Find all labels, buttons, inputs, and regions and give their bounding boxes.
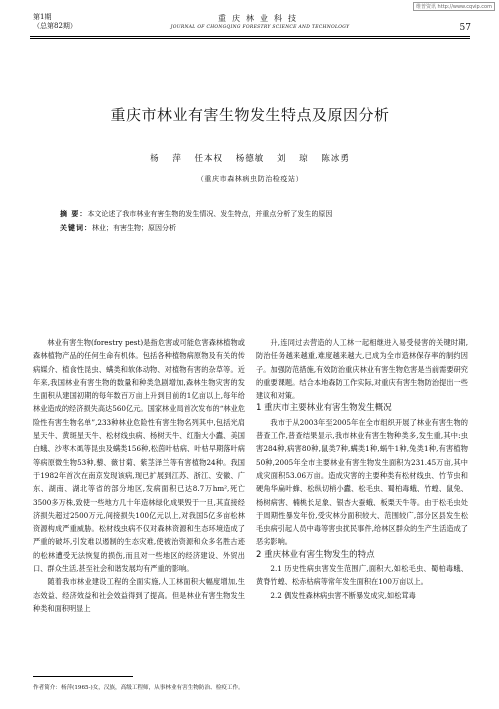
abstract-label: 摘 要： [60,209,88,218]
body-paragraph: 升,连同过去营造的人工林一起相继进入易受侵害的关键时期,防治任务越来越重,难度越来越大,已成为全市造林保存率的制约因子。加强防范措施,有效防治重庆林业有害生物危害是当前需要研究的重要课题。结合本地森防工作实际,对重庆有害生物防治提出一些建议和对策。 [256,338,468,401]
journal-name-cn: 重庆林业科技 [218,14,302,23]
abstract-block [60,207,460,235]
journal-header [170,14,350,31]
footnote-rule [33,676,133,677]
body-paragraph: 林业有害生物(forestry pest)是指危害或可能危害森林植物或森林植物产品的任何生命有机体。包括各种植物病原物及有关的传病媒介、植食性昆虫、螨类和软体动物、对植物有害的杂草等。近年来,我国林业有害生物的数量和种类急剧增加,森林生物灾害的发生面积从建国初期的每年数百万亩上升到目前的1亿亩以上,每年给林业造成的经济损失高达560亿元。国家林业局首次发布的“林业危险性有害生物名单”,233种林业危险性有害生物名列其中,包括光肩星天牛、黄斑星天牛、松材线虫病、杨树天牛、红脂大小蠹、美国白蛾、沙枣木虱等昆虫及螨类156种,松茵叶枯病、叶枯早期落叶病等病原微生物53种,藜、薇甘菊、紫茎泽兰等有害植物24种。我国于1982年首次在南京发现该病,现已扩展到江苏、浙江、安徽、广东、湖南、湖北等省的部分地区,发病面积已达8.7万hm²,死亡3500多万株,致使一些地方几十年造林绿化成果毁于一旦,其直接经济损失超过2500万元,间接损失100亿元以上,对我国5亿多亩松林资源构成严重威胁。松材线虫病不仅对森林资源和生态环境造成了严重的破坏,引发难以遏制的生态灾难,使被治资源和众多名胜古迹的松林遭受无法恢复的损伤,而且对一些地区的经济建设、外贸出口、群众生活,甚至社会和谐发展均有严重的影响。 [33,338,245,574]
page-number: 57 [459,23,471,33]
header-rule-thin [30,38,470,39]
body-paragraph: 随着我市林业建设工程的全面实施,人工林面积大幅度增加,生态效益、经济效益和社会效益得到了提高。但是林业有害生物发生种类和面积明显上 [33,577,245,613]
watermark-stamp: 维普资讯 http://www.cqvip.com [413,2,495,11]
body-paragraph: 我市于从2003年至2005年在全市组织开展了林业有害生物的普查工作,普查结果显示,我市林业有害生物种类多,发生重,其中:虫害284种,病害80种,鼠类7种,螨类1种,蜗牛1种,兔类1种,有害植物50种,2005年全市主要林业有害生物发生面积为231.45万亩,其中成灾面积53.06万亩。造成灾害的主要种类有松材线虫、竹节虫和硬角华扁叶蜂、松纵切梢小蠹、松毛虫、蜀柏毒蛾、竹蝗、鼠兔、杨树病害、楠桃长足象、银杏大蚕蛾、板栗天牛等。由于松毛虫处于周期性暴发年份,受灾林分面积较大、范围较广,部分区县发生松毛虫病引起人员中毒等害虫扰民事件,给林区群众的生产生活造成了恶劣影响。 [256,417,468,547]
section-heading-2: 2 重庆林业有害生物发生的特点 [256,549,375,560]
author-affiliation: （重庆市森林病虫防治检疫站） [196,175,304,183]
issue-number: 第1期 [33,13,52,21]
author-list: 杨 萍 任本权 杨德敏 刘 琼 陈冰勇 [150,154,350,164]
abstract-text: 本文论述了我市林业有害生物的发生情况、发生特点，并重点分析了发生的原因 [87,210,333,218]
header-rule-thick [30,36,470,37]
abstract-line [60,207,460,221]
author-footnote: 作者简介：杨萍(1965-)女，汉族，高级工程师，从事林业有害生物防治、检疫工作。 [33,685,244,691]
journal-name-en: JOURNAL OF CHONGQING FORESTRY SCIENCE AND TECHNOLOGY [170,25,350,30]
total-issue-number: （总第82期） [33,22,77,30]
section-heading-1: 1 重庆市主要林业有害生物发生概况 [256,403,392,414]
body-paragraph: 2.2 偶发性森林病虫害不断暴发成灾,如松茸毒 [270,590,416,600]
body-column-left [33,336,245,615]
issue-info [33,13,77,31]
keywords-text: 林业；有害生物；原因分析 [92,224,176,232]
article-title: 重庆市林业有害生物发生特点及原因分析 [110,106,390,124]
body-column-right [256,336,468,602]
keywords-line [60,221,460,235]
body-paragraph: 2.1 历史性病虫害发生范围广,面积大,如松毛虫、蜀柏毒蛾、黄脊竹蝗、松赤枯病等常年发生面积在100万亩以上。 [256,564,468,587]
keywords-label: 关键词： [60,223,92,232]
